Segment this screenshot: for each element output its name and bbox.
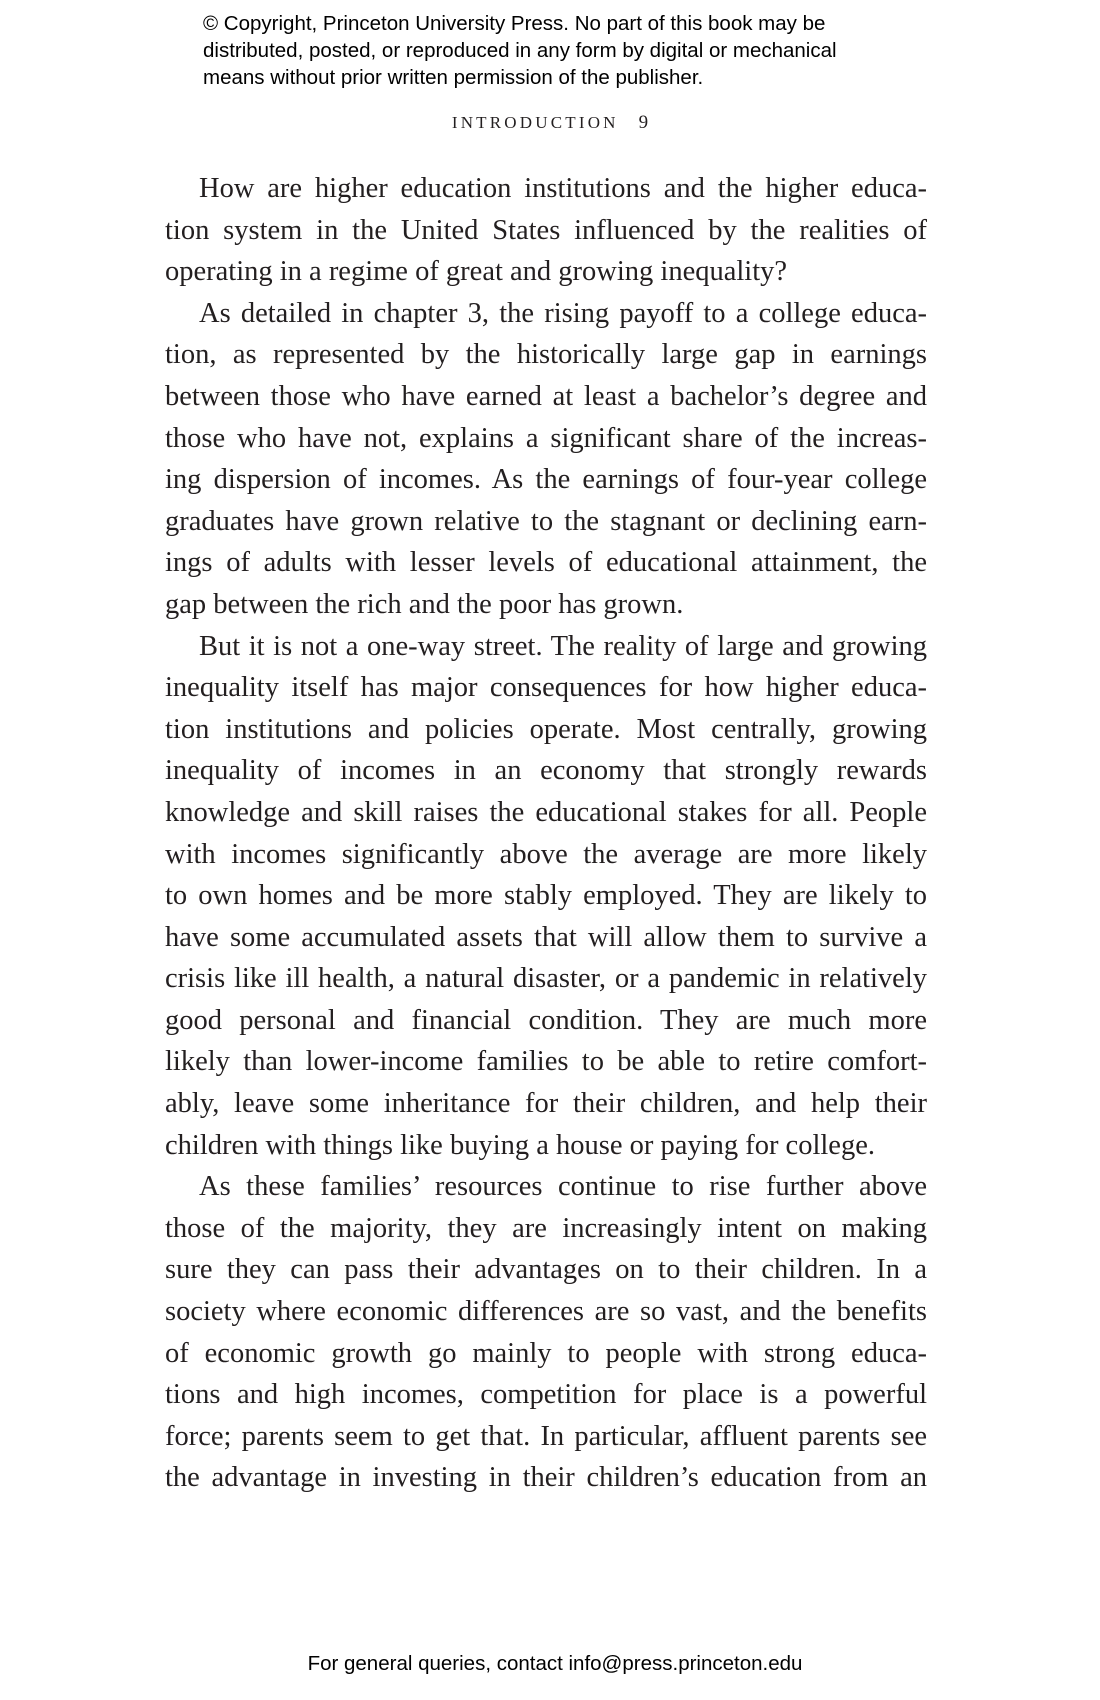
- text-line: How are higher education institutions and the higher educa-: [199, 173, 927, 204]
- text-line: the advantage in investing in their children’s education from an: [165, 1462, 927, 1494]
- text-line: tion system in the United States influenced by the realities of: [165, 214, 927, 246]
- text-line: operating in a regime of great and growing inequality?: [165, 256, 788, 288]
- text-line: tion institutions and policies operate. Most centrally, growing: [165, 713, 927, 745]
- text-line: But it is not a one-way street. The reality of large and growing: [199, 630, 927, 662]
- text-line: ably, leave some inheritance for their children, and help their: [165, 1088, 927, 1120]
- copyright-notice: [203, 10, 923, 91]
- body-text: [165, 168, 927, 1499]
- running-head: [0, 112, 1100, 134]
- text-line: children with things like buying a house or paying for college.: [165, 1129, 875, 1161]
- text-line: have some accumulated assets that will allow them to survive a: [165, 921, 927, 953]
- text-line: to own homes and be more stably employed. They are likely to: [165, 880, 927, 912]
- text-line: tion, as represented by the historically large gap in earnings: [165, 339, 927, 371]
- text-line: with incomes significantly above the average are more likely: [165, 838, 927, 870]
- text-line: ing dispersion of incomes. As the earnings of four-year college: [165, 464, 927, 496]
- text-line: inequality itself has major consequences for how higher educa-: [165, 672, 927, 704]
- text-line: As detailed in chapter 3, the rising payoff to a college educa-: [199, 297, 927, 329]
- text-line: likely than lower-income families to be able to retire comfort-: [165, 1046, 927, 1078]
- text-line: crisis like ill health, a natural disaster, or a pandemic in relatively: [165, 963, 927, 995]
- text-line: inequality of incomes in an economy that strongly rewards: [165, 755, 927, 787]
- text-line: As these families’ resources continue to rise further above: [199, 1171, 927, 1203]
- text-line: knowledge and skill raises the educational stakes for all. People: [165, 796, 927, 828]
- text-line: force; parents seem to get that. In particular, affluent parents see: [165, 1420, 927, 1452]
- text-line: of economic growth go mainly to people with strong educa-: [165, 1337, 927, 1369]
- text-line: graduates have grown relative to the stagnant or declining earn-: [165, 505, 927, 537]
- text-line: those who have not, explains a significant share of the increas-: [165, 422, 927, 454]
- section-title: INTRODUCTION: [451, 113, 619, 132]
- text-line: society where economic differences are so vast, and the benefits: [165, 1296, 927, 1328]
- text-line: those of the majority, they are increasingly intent on making: [165, 1212, 927, 1244]
- text-line: ings of adults with lesser levels of educational attainment, the: [165, 547, 927, 579]
- text-line: good personal and financial condition. They are much more: [165, 1004, 927, 1036]
- copyright-line: means without prior written permission of the publisher.: [203, 66, 704, 89]
- page-number: 9: [638, 112, 649, 133]
- text-line: between those who have earned at least a bachelor’s degree and: [165, 380, 927, 412]
- text-line: tions and high incomes, competition for place is a powerful: [165, 1379, 927, 1411]
- text-line: gap between the rich and the poor has grown.: [165, 588, 684, 620]
- footer-contact: For general queries, contact info@press.princeton.edu: [307, 1652, 803, 1675]
- text-line: sure they can pass their advantages on to their children. In a: [165, 1254, 927, 1286]
- copyright-line: distributed, posted, or reproduced in any form by digital or mechanical: [203, 39, 837, 62]
- copyright-line: © Copyright, Princeton University Press. No part of this book may be: [203, 12, 826, 35]
